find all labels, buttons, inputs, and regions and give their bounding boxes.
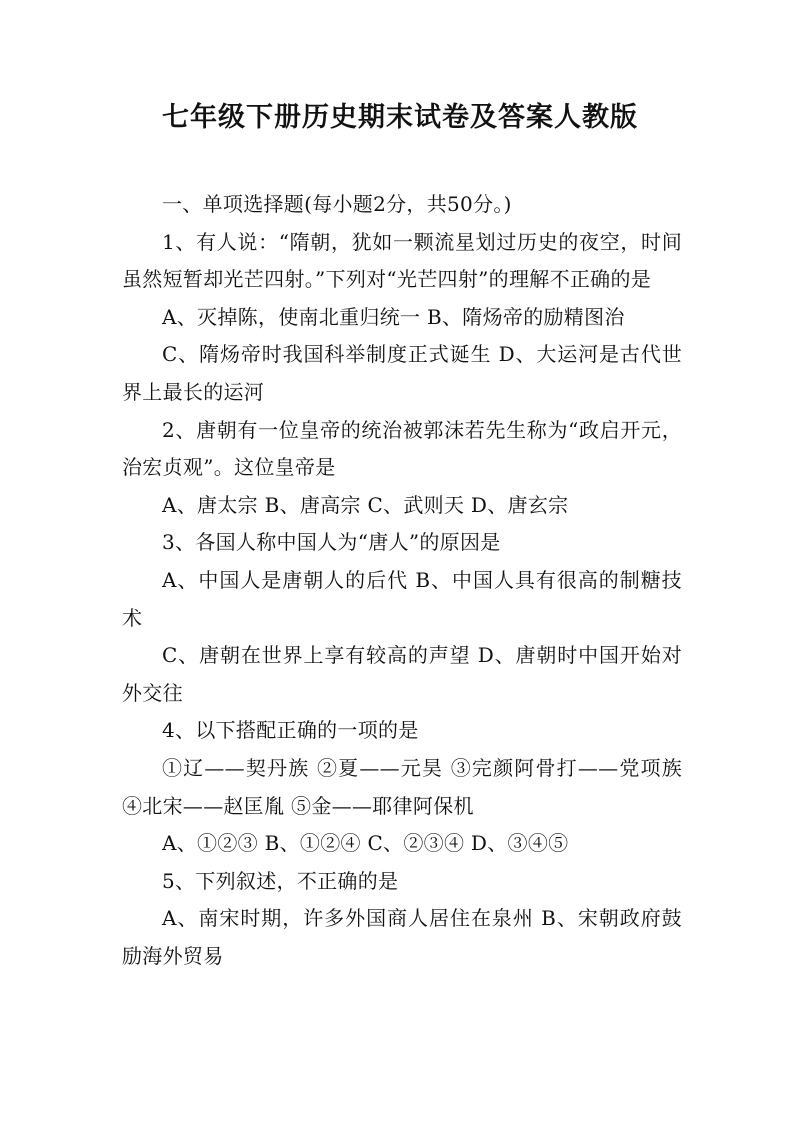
section-heading: 一、单项选择题(每小题2分，共50分。) xyxy=(162,192,512,216)
question-4: 4、以下搭配正确的一项的是 xyxy=(162,718,419,743)
question-3: 3、各国人称中国人为“唐人”的原因是 xyxy=(162,530,501,555)
question-2: 2、唐朝有一位皇帝的统治被郭沫若先生称为“政启开元，治宏贞观”。这位皇帝是 xyxy=(122,417,682,480)
question-5: 5、下列叙述，不正确的是 xyxy=(162,868,399,893)
question-1-options-ab: A、灭掉陈，使南北重归统一 B、隋炀帝的励精图治 xyxy=(162,304,625,329)
question-1: 1、有人说：“隋朝，犹如一颗流星划过历史的夜空，时间虽然短暂却光芒四射。”下列对“光芒四射”的理解不正确的是 xyxy=(122,229,682,292)
question-5-options-ab: A、南宋时期，许多外国商人居住在泉州 B、宋朝政府鼓励海外贸易 xyxy=(122,906,682,968)
question-1-options-cd: C、隋炀帝时我国科举制度正式诞生 D、大运河是古代世界上最长的运河 xyxy=(122,342,682,404)
document-title: 七年级下册历史期末试卷及答案人教版 xyxy=(162,102,638,133)
question-3-options-cd: C、唐朝在世界上享有较高的声望 D、唐朝时中国开始对外交往 xyxy=(122,643,682,705)
question-3-options-ab: A、中国人是唐朝人的后代 B、中国人具有很高的制糖技术 xyxy=(122,567,682,630)
question-4-options: A、①②③ B、①②④ C、②③④ D、③④⑤ xyxy=(162,831,569,856)
question-2-options: A、唐太宗 B、唐高宗 C、武则天 D、唐玄宗 xyxy=(162,492,569,517)
question-4-items: ①辽——契丹族 ②夏——元昊 ③完颜阿骨打——党项族 ④北宋——赵匡胤 ⑤金——耶律阿保机 xyxy=(122,755,682,818)
document-body xyxy=(122,186,682,975)
